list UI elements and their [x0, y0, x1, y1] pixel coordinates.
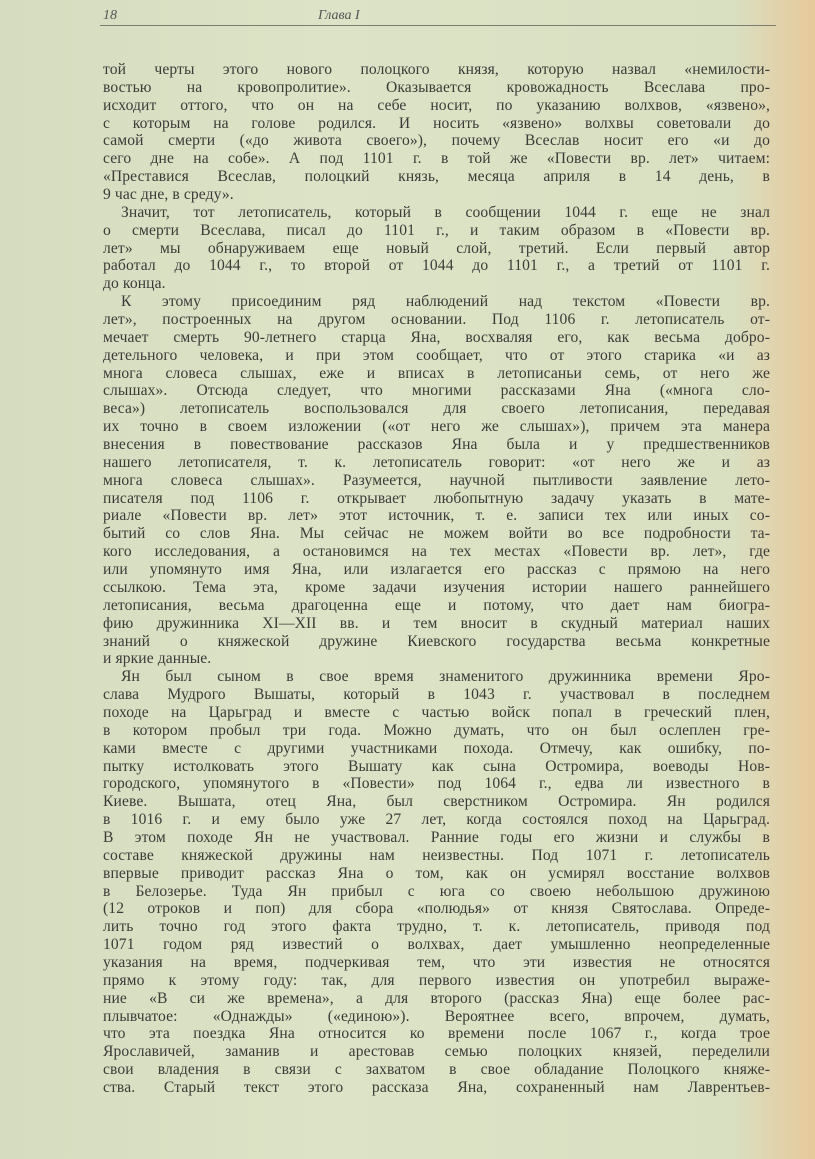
- text-line: мечает смерть 90-летнего старца Яна, восхваляя его, как весьма добро-: [103, 328, 770, 346]
- text-line: Значит, тот летописатель, который в сообщении 1044 г. еще не знал: [121, 203, 770, 221]
- text-line: указания на время, подчеркивая тем, что эти известия не относятся: [103, 953, 770, 971]
- text-line: веса») летописатель воспользовался для своего летописания, передавая: [103, 400, 770, 418]
- text-line: лет» мы обнаруживаем еще новый слой, третий. Если первый автор: [103, 239, 770, 257]
- text-line: городского, упомянутого в «Повести» под 1064 г., едва ли известного в: [103, 775, 770, 793]
- text-line: свои владения в связи с захватом в свое обладание Полоцкого княже-: [103, 1061, 770, 1079]
- text-line: самой смерти («до живота своего»), почему Всеслав носит его «и до: [103, 132, 770, 150]
- text-line: походе на Царьград и вместе с частью войск попал в греческий плен,: [103, 703, 770, 721]
- chapter-title: Глава I: [318, 8, 360, 23]
- text-line: лет», построенных на другом основании. Под 1106 г. летописатель от-: [103, 311, 770, 329]
- text-line: писателя под 1106 г. открывает любопытную задачу указать в мате-: [103, 489, 770, 507]
- text-line: составе княжеской дружины нам неизвестны. Под 1071 г. летописатель: [103, 846, 770, 864]
- text-line: до конца.: [103, 275, 166, 293]
- text-line: слава Мудрого Вышаты, который в 1043 г. участвовал в последнем: [103, 686, 770, 704]
- text-line: бытий со слов Яна. Мы сейчас не можем войти во все подробности та-: [103, 525, 770, 543]
- text-line: прямо к этому году: так, для первого известия он употребил выраже-: [103, 971, 770, 989]
- text-line: ками вместе с другими участниками похода. Отмечу, как ошибку, по-: [103, 739, 770, 757]
- text-line: пытку истолковать этого Вышату как сына Остромира, воеводы Нов-: [103, 757, 770, 775]
- paragraph: [103, 204, 770, 293]
- paragraph: [103, 61, 770, 204]
- text-line: работал до 1044 г., то второй от 1044 до 1101 г., а третий от 1101 г.: [103, 257, 770, 275]
- text-line: впервые приводит рассказ Яна о том, как он усмирял восстание волхвов: [103, 864, 770, 882]
- text-line: в Белозерье. Туда Ян прибыл с юга со своею небольшою дружиною: [103, 882, 770, 900]
- text-line: в котором пробыл три года. Можно думать, что он был ослеплен гре-: [103, 721, 770, 739]
- header-rule: [100, 25, 776, 26]
- text-line: внесения в повествование рассказов Яна была и у предшественников: [103, 436, 770, 454]
- text-line: слышах». Отсюда следует, что многими рассказами Яна («многа сло-: [103, 382, 770, 400]
- text-line: нашего летописателя, т. к. летописатель говорит: «от него же и аз: [103, 453, 770, 471]
- text-line: плывчатое: «Однажды» («единою»). Вероятнее всего, впрочем, думать,: [103, 1007, 770, 1025]
- text-line: и яркие данные.: [103, 650, 212, 668]
- text-line: летописания, весьма драгоценна еще и потому, что дает нам биогра-: [103, 596, 770, 614]
- text-line: ства. Старый текст этого рассказа Яна, сохраненный нам Лаврентьев-: [103, 1078, 770, 1096]
- page-number: 18: [103, 8, 117, 23]
- text-line: (12 отроков и поп) для сбора «полюдья» от князя Святослава. Опреде-: [103, 900, 770, 918]
- text-line: многа словеса слышах». Разумеется, научной пытливости заявление лето-: [103, 471, 770, 489]
- text-line: о смерти Всеслава, писал до 1101 г., и таким образом в «Повести вр.: [103, 221, 770, 239]
- text-line: ссылкою. Тема эта, кроме задачи изучения истории нашего раннейшего: [103, 578, 770, 596]
- text-line: той черты этого нового полоцкого князя, которую назвал «немилости-: [103, 61, 770, 78]
- text-line: лить точно год этого факта трудно, т. к. летописатель, приводя под: [103, 918, 770, 936]
- text-line: в 1016 г. и ему было уже 27 лет, когда состоялся поход на Царьград.: [103, 811, 770, 829]
- text-line: Киеве. Вышата, отец Яна, был сверстником Остромира. Ян родился: [103, 793, 770, 811]
- text-line: риале «Повести вр. лет» этот источник, т. е. записи тех или иных со-: [103, 507, 770, 525]
- text-line: К этому присоединим ряд наблюдений над текстом «Повести вр.: [121, 293, 770, 311]
- text-line: детельного человека, и при этом сообщает, что от этого старика «и аз: [103, 346, 770, 364]
- text-line: востью на кровопролитие». Оказывается кровожадность Всеслава про-: [103, 78, 770, 96]
- text-line: В этом походе Ян не участвовал. Ранние годы его жизни и службы в: [103, 828, 770, 846]
- text-line: сего дне на собе». А под 1101 г. в той же «Повести вр. лет» читаем:: [103, 150, 770, 168]
- text-line: 9 час дне, в среду».: [103, 186, 234, 204]
- text-line: или упомянуто имя Яна, или излагается его рассказ с прямою на него: [103, 561, 770, 579]
- paragraph: [103, 668, 770, 1097]
- text-line: исходит оттого, что он на себе носит, по указанию волхвов, «язвено»,: [103, 96, 770, 114]
- body-text: [103, 61, 770, 1097]
- text-line: фию дружинника XI—XII вв. и тем вносит в скудный материал наших: [103, 614, 770, 632]
- paragraph: [103, 293, 770, 668]
- text-line: с которым на голове родился. И носить «язвено» волхвы советовали до: [103, 114, 770, 132]
- text-line: 1071 годом ряд известий о волхвах, дает умышленно неопределенные: [103, 936, 770, 954]
- text-line: кого исследования, а остановимся на тех местах «Повести вр. лет», где: [103, 543, 770, 561]
- text-line: «Преставися Всеслав, полоцкий князь, месяца априля в 14 день, в: [103, 168, 770, 186]
- text-line: многа словеса слышах, еже и вписах в летописаньи семь, от него же: [103, 364, 770, 382]
- text-line: Ян был сыном в свое время знаменитого дружинника времени Яро-: [121, 668, 770, 686]
- text-line: знаний о княжеской дружине Киевского государства весьма конкретные: [103, 632, 770, 650]
- text-line: что эта поездка Яна относится ко времени после 1067 г., когда трое: [103, 1025, 770, 1043]
- text-line: Ярославичей, заманив и арестовав семью полоцких князей, переделили: [103, 1043, 770, 1061]
- text-line: ние «В си же времена», а для второго (рассказ Яна) еще более рас-: [103, 989, 770, 1007]
- text-line: их точно в своем изложении («от него же слышах»), причем эта манера: [103, 418, 770, 436]
